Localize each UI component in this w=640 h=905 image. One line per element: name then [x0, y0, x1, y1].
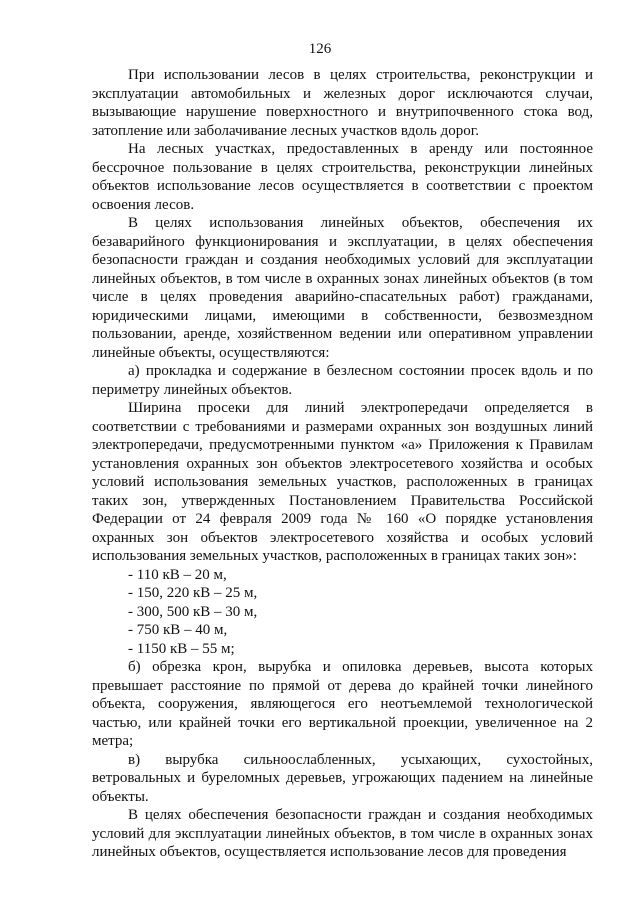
paragraph-road-use: При использовании лесов в целях строительства, реконструкции и эксплуатации автомобильных и железных дорог исключаются случаи, вызывающие нарушение поверхностного и внутрипочвенного стока вод, затопление или заболачивание лесных участков вдоль дорог.: [92, 67, 593, 139]
list-item: - 150, 220 кВ – 25 м,: [128, 585, 258, 601]
paragraph-item-c: в) вырубка сильноослабленных, усыхающих, сухостойных, ветровальных и буреломных деревьев, угрожающих падением на линейные объекты.: [92, 751, 593, 805]
list-item: - 750 кВ – 40 м,: [128, 622, 228, 638]
list-item: - 300, 500 кВ – 30 м,: [128, 603, 258, 620]
paragraph-linear-objects-use: В целях использования линейных объектов, обеспечения их безаварийного функционирования и эксплуатации, в целях обеспечения безопасности граждан и создания необходимых условий для эксплуатации линейных объектов, в том числе в охранных зонах линейных объектов (в том числе в целях проведения аварийно-спасательных работ) гражданами, юридическими лицами, имеющими в собственности, безвозмездном пользовании, аренде, хозяйственном ведении или оперативном управлении линейные объекты, осуществляются:: [92, 215, 593, 361]
document-body: [92, 66, 593, 862]
paragraph-clearing-width: Ширина просеки для линий электропередачи определяется в соответствии с требованиями и размерами охранных зон воздушных линий электропередачи, предусмотренными пунктом «а» Приложения к Правилам установления охранных зон объектов электросетевого хозяйства и особых условий использования земельных участков, расположенных в границах таких зон, утвержденных Постановлением Правительства Российской Федерации от 24 февраля 2009 года № 160 «О порядке установления охранных зон объектов электросетевого хозяйства и особых условий использования земельных участков, расположенных в границах таких зон»:: [92, 400, 593, 564]
list-item: - 110 кВ – 20 м,: [128, 566, 227, 583]
voltage-width-list: [92, 566, 593, 659]
paragraph-item-a: а) прокладка и содержание в безлесном состоянии просек вдоль и по периметру линейных объектов.: [92, 363, 593, 398]
page-number: 126: [308, 41, 332, 57]
list-item: - 1150 кВ – 55 м;: [128, 640, 235, 657]
paragraph-lease-construction: На лесных участках, предоставленных в аренду или постоянное бессрочное пользование в целях строительства, реконструкции линейных объектов использование лесов осуществляется в соответствии с проектом освоения лесов.: [92, 141, 593, 213]
paragraph-safety: В целях обеспечения безопасности граждан и создания необходимых условий для эксплуатации линейных объектов, в том числе в охранных зонах линейных объектов, осуществляется использование лесов для проведения: [92, 807, 593, 860]
paragraph-item-b: б) обрезка крон, вырубка и опиловка деревьев, высота которых превышает расстояние по прямой от дерева до крайней точки линейного объекта, сооружения, являющегося его неотъемлемой технологической частью, или крайней точки его вертикальной проекции, увеличенное на 2 метра;: [92, 659, 593, 749]
